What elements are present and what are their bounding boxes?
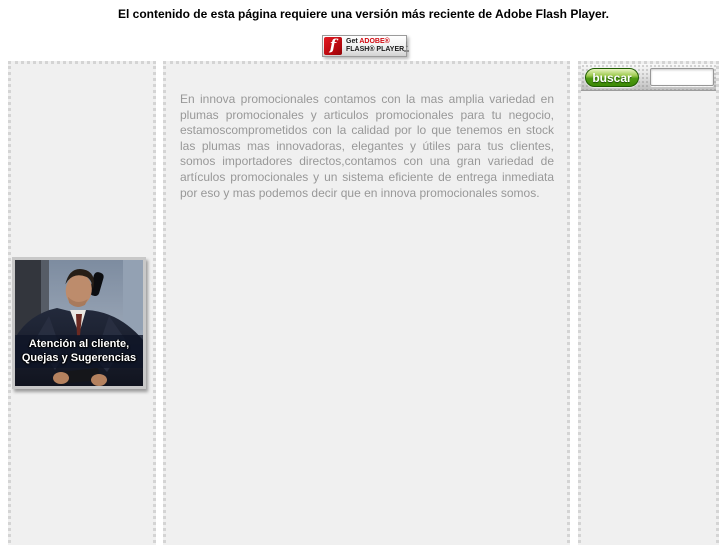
badge-brand: ADOBE® bbox=[359, 38, 390, 45]
banner-caption-line2: Quejas y Sugerencias bbox=[21, 352, 137, 364]
badge-get-label: Get bbox=[346, 38, 358, 45]
banner-caption bbox=[15, 335, 143, 368]
search-button[interactable]: buscar bbox=[585, 68, 639, 87]
badge-text bbox=[346, 38, 404, 54]
left-sidebar-panel bbox=[8, 61, 156, 545]
search-sidebar-panel bbox=[578, 61, 719, 545]
banner-caption-line1: Atención al cliente, bbox=[28, 338, 130, 350]
intro-paragraph: En innova promocionales contamos con la mas amplia variedad en plumas promocionales y articulos promocionales para tu negocio, estamoscomprometidos con la calidad por lo que tenemos en stock las plumas mas innovadoras, elegantes y útiles para tus clientes, somos importadores directos,contamos con una gran variedad de artículos promocionales y un sistema eficiente de entrega inmediata por eso y mas podemos decir que en innova promocionales somos. bbox=[180, 92, 554, 200]
search-input[interactable] bbox=[650, 68, 714, 86]
flash-logo-icon: f bbox=[324, 37, 342, 55]
flash-notice-text: El contenido de esta página requiere una versión más reciente de Adobe Flash Player. bbox=[117, 7, 610, 21]
search-bar bbox=[581, 64, 716, 91]
badge-product: FLASH® PLAYER bbox=[346, 46, 405, 53]
download-icon: ↓ bbox=[404, 39, 410, 50]
customer-service-banner[interactable] bbox=[12, 257, 146, 389]
main-content-panel bbox=[163, 61, 570, 545]
get-flash-player-badge[interactable] bbox=[322, 35, 410, 57]
